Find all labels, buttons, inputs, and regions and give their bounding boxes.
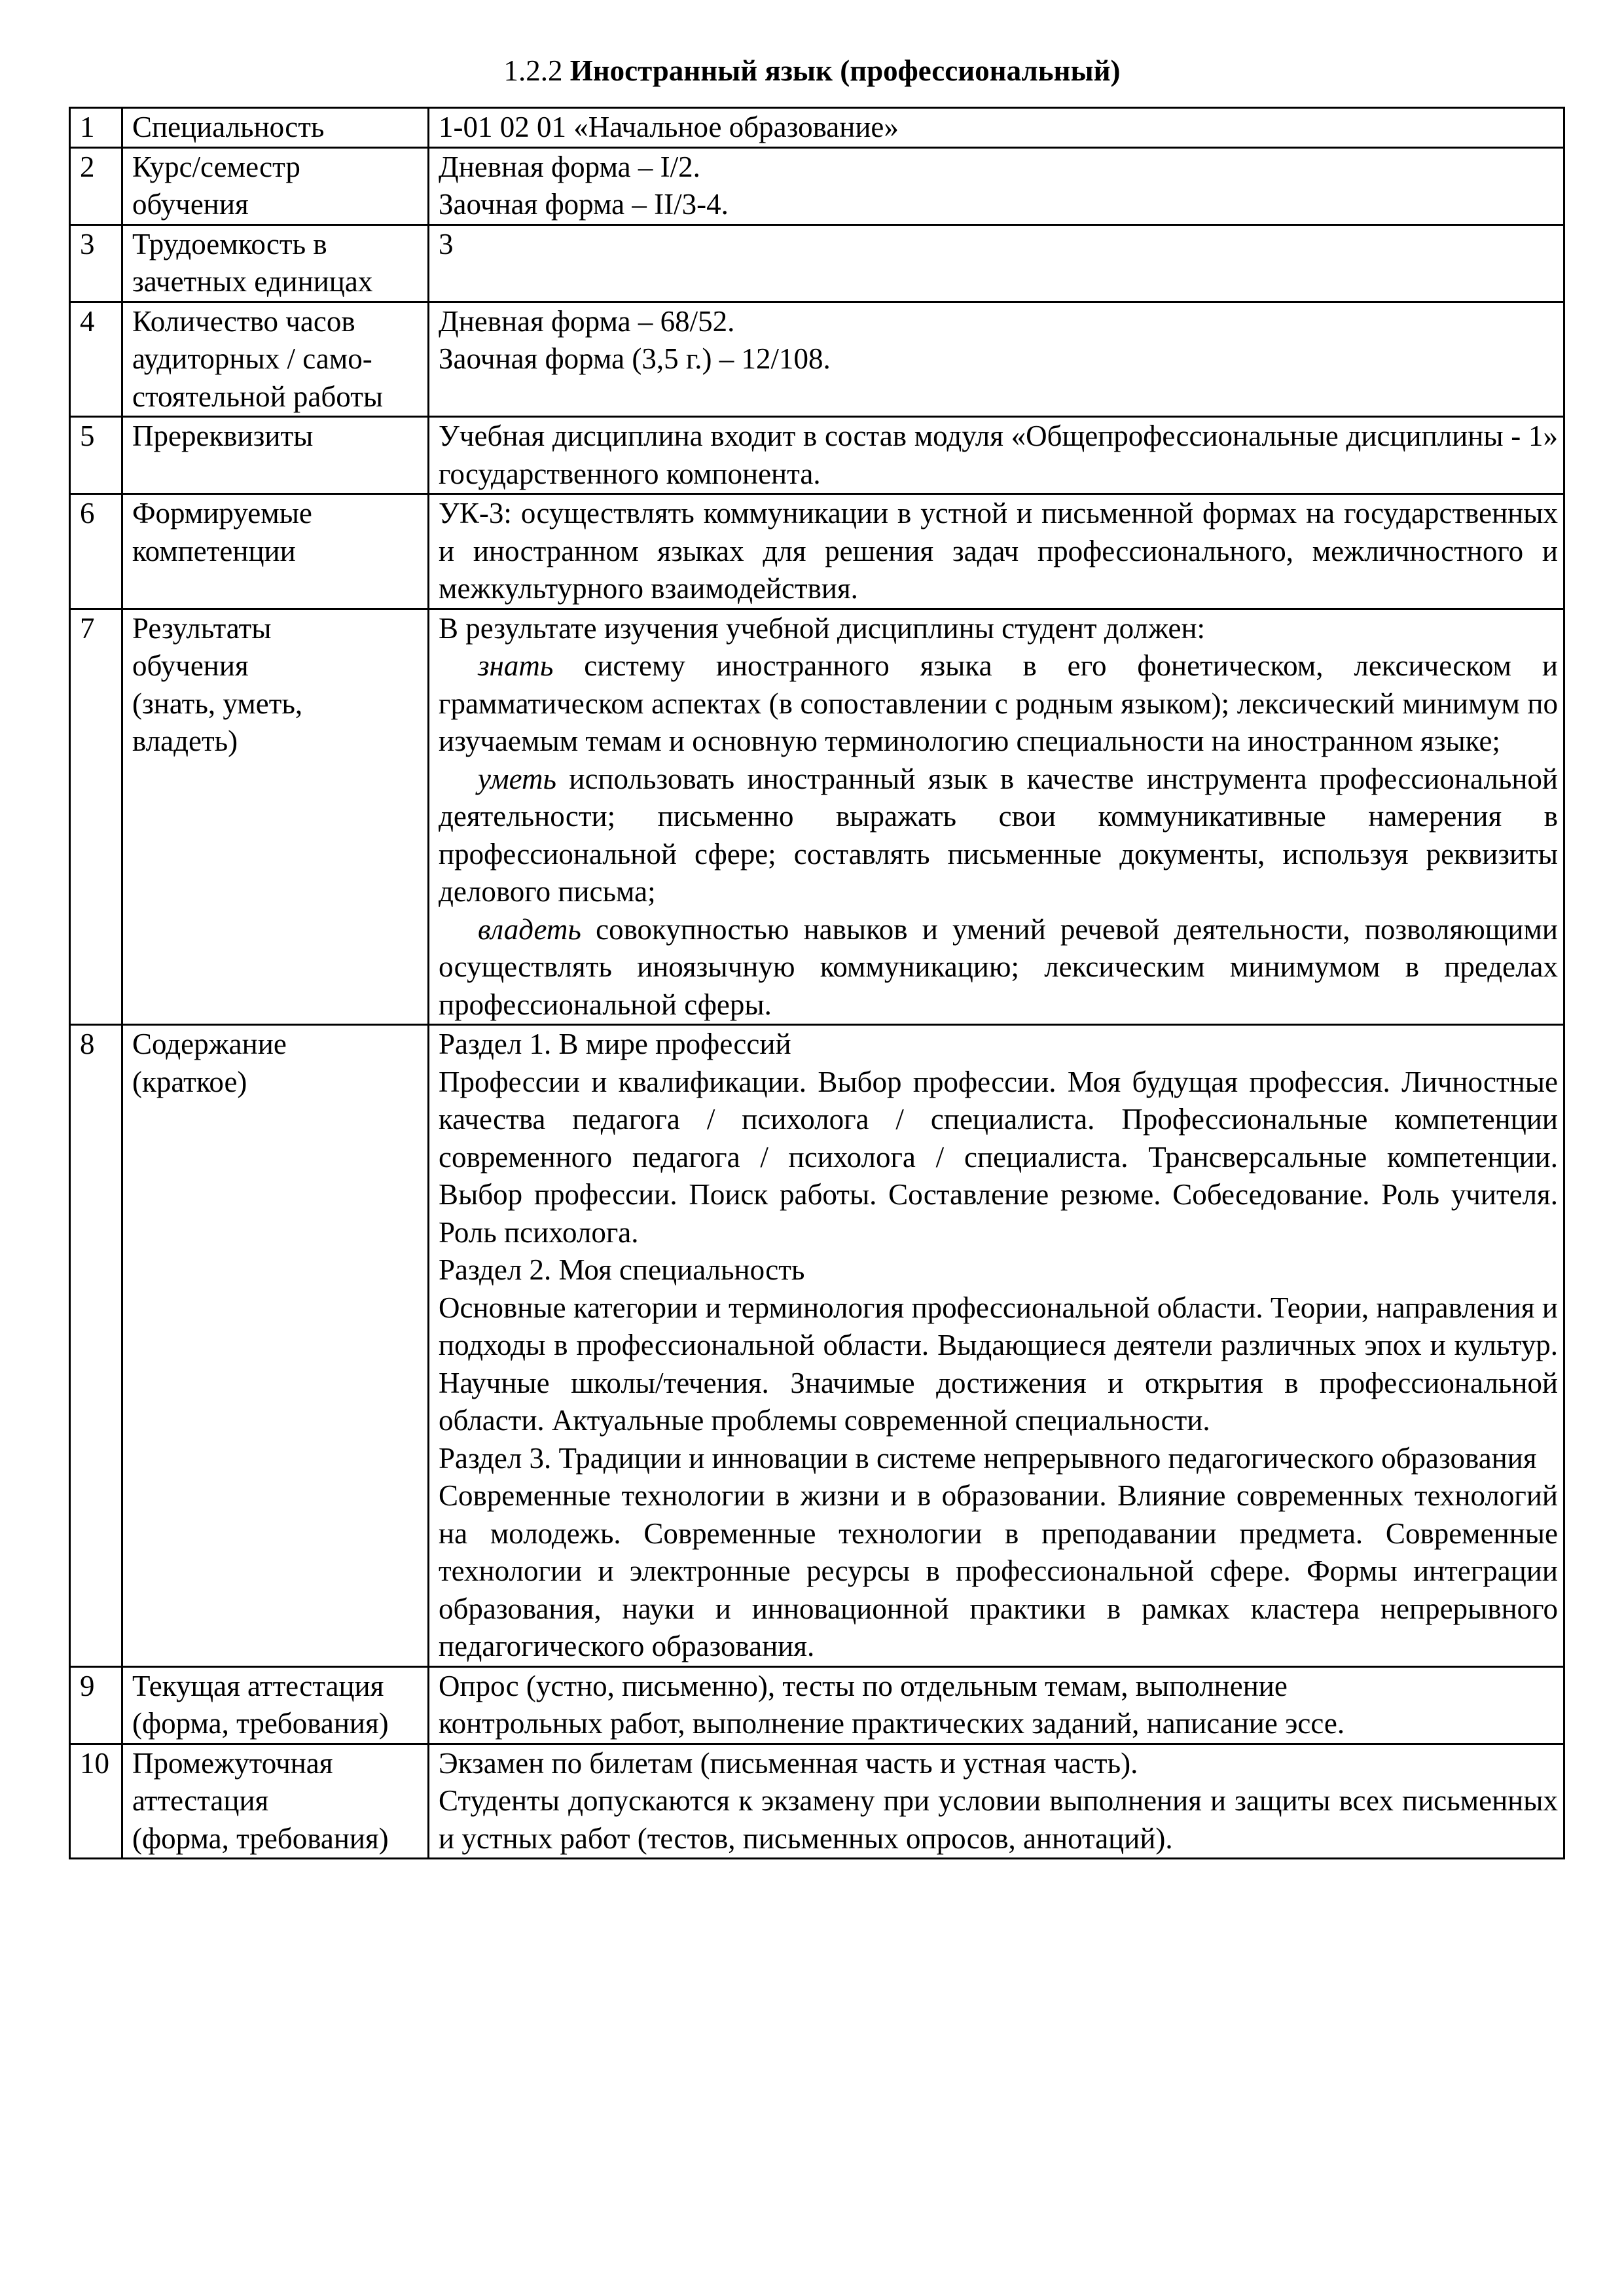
row-number: 3	[70, 224, 122, 302]
outcome-own	[439, 911, 1558, 1024]
table-row	[70, 108, 1564, 148]
row-value	[429, 1025, 1564, 1667]
title-name: Иностранный язык (профессиональный)	[569, 54, 1121, 87]
section-heading: Раздел 1. В мире профессий	[439, 1028, 791, 1060]
row-label: Содержание (краткое)	[122, 1025, 429, 1667]
row-value: Экзамен по билетам (письменная часть и устная часть). Студенты допускаются к экзамену при условии выполнения и защиты всех письменных и устных работ (тестов, письменных опросов, аннотаций).	[429, 1744, 1564, 1859]
table-row	[70, 302, 1564, 417]
row-value	[429, 609, 1564, 1025]
section-heading: Раздел 3. Традиции и инновации в системе непрерывного педагогического образования	[439, 1441, 1537, 1475]
outcome-can	[439, 761, 1558, 911]
row-label: Специальность	[122, 108, 429, 148]
row-label: Формируемые компетенции	[122, 494, 429, 609]
table-row	[70, 224, 1564, 302]
section-text: Основные категории и терминология профессиональной области. Теории, направления и подходы в профессиональной области. Выдающиеся деятели различных эпох и культур. Научные школы/течения. Значимые достижения и открытия в профессиональной области. Актуальные проблемы современной специальности.	[439, 1291, 1558, 1437]
row-value: 1-01 02 01 «Начальное образование»	[429, 108, 1564, 148]
outcome-can-text: использовать иностранный язык в качестве инструмента профессиональной деятельности; письменно выражать свои коммуникативные намерения в профессиональной сфере; составлять письменные документы, используя реквизиты делового письма;	[439, 762, 1559, 908]
row-number: 1	[70, 108, 122, 148]
section-heading: Раздел 2. Моя специальность	[439, 1253, 805, 1286]
row-value: Учебная дисциплина входит в состав модуля «Общепрофессиональные дисциплины - 1» государственного компонента.	[429, 417, 1564, 494]
table-row	[70, 494, 1564, 609]
outcome-know-term: знать	[478, 649, 554, 682]
table-row	[70, 609, 1564, 1025]
row-label: Количество часов аудиторных / само- стоятельной работы	[122, 302, 429, 417]
table-row	[70, 147, 1564, 224]
discipline-table	[69, 107, 1565, 1859]
row-value: УК-3: осуществлять коммуникации в устной и письменной формах на государственных и иностранном языках для решения задач профессионального, межличностного и межкультурного взаимодействия.	[429, 494, 1564, 609]
row-number: 4	[70, 302, 122, 417]
row-value: Опрос (устно, письменно), тесты по отдельным темам, выполнение контрольных работ, выполнение практических заданий, написание эссе.	[429, 1666, 1564, 1744]
table-row	[70, 417, 1564, 494]
row-label: Курс/семестр обучения	[122, 147, 429, 224]
row-value: Дневная форма – I/2. Заочная форма – II/3-4.	[429, 147, 1564, 224]
row-number: 7	[70, 609, 122, 1025]
row-number: 2	[70, 147, 122, 224]
row-number: 6	[70, 494, 122, 609]
table-row	[70, 1666, 1564, 1744]
row-label: Трудоемкость в зачетных единицах	[122, 224, 429, 302]
row-label: Пререквизиты	[122, 417, 429, 494]
outcome-know-text: систему иностранного языка в его фонетическом, лексическом и грамматическом аспектах (в сопоставлении с родным языком); лексический минимум по изучаемым темам и основную терминологию специальности на иностранном языке;	[439, 649, 1559, 757]
table-row	[70, 1744, 1564, 1859]
outcome-own-text: совокупностью навыков и умений речевой деятельности, позволяющими осуществлять иноязычную коммуникацию; лексическим минимумом в пределах профессиональной сферы.	[439, 912, 1559, 1021]
row-number: 5	[70, 417, 122, 494]
section-text: Современные технологии в жизни и в образовании. Влияние современных технологий на молодежь. Современные технологии в преподавании предмета. Современные технологии и электронные ресурсы в профессиональной сфере. Формы интеграции образования, науки и инновационной практики в рамках кластера непрерывного педагогического образования.	[439, 1479, 1558, 1662]
row-value: 3	[429, 224, 1564, 302]
outcome-can-term: уметь	[478, 762, 556, 795]
learning-outcomes-intro: В результате изучения учебной дисциплины студент должен:	[439, 611, 1206, 645]
outcome-know	[439, 647, 1558, 761]
row-label: Текущая аттестация (форма, требования)	[122, 1666, 429, 1744]
row-label: Промежуточная аттестация (форма, требования)	[122, 1744, 429, 1859]
row-value: Дневная форма – 68/52. Заочная форма (3,5 г.) – 12/108.	[429, 302, 1564, 417]
outcome-own-term: владеть	[478, 912, 581, 946]
row-number: 9	[70, 1666, 122, 1744]
row-label: Результаты обучения (знать, уметь, владеть)	[122, 609, 429, 1025]
document-title	[0, 51, 1624, 90]
title-number: 1.2.2	[503, 54, 563, 87]
row-number: 8	[70, 1025, 122, 1667]
section-text: Профессии и квалификации. Выбор профессии. Моя будущая профессия. Личностные качества педагога / психолога / специалиста. Профессиональные компетенции современного педагога / психолога / специалиста. Трансверсальные компетенции. Выбор профессии. Поиск работы. Составление резюме. Собеседование. Роль учителя. Роль психолога.	[439, 1065, 1558, 1249]
table-row	[70, 1025, 1564, 1667]
row-number: 10	[70, 1744, 122, 1859]
